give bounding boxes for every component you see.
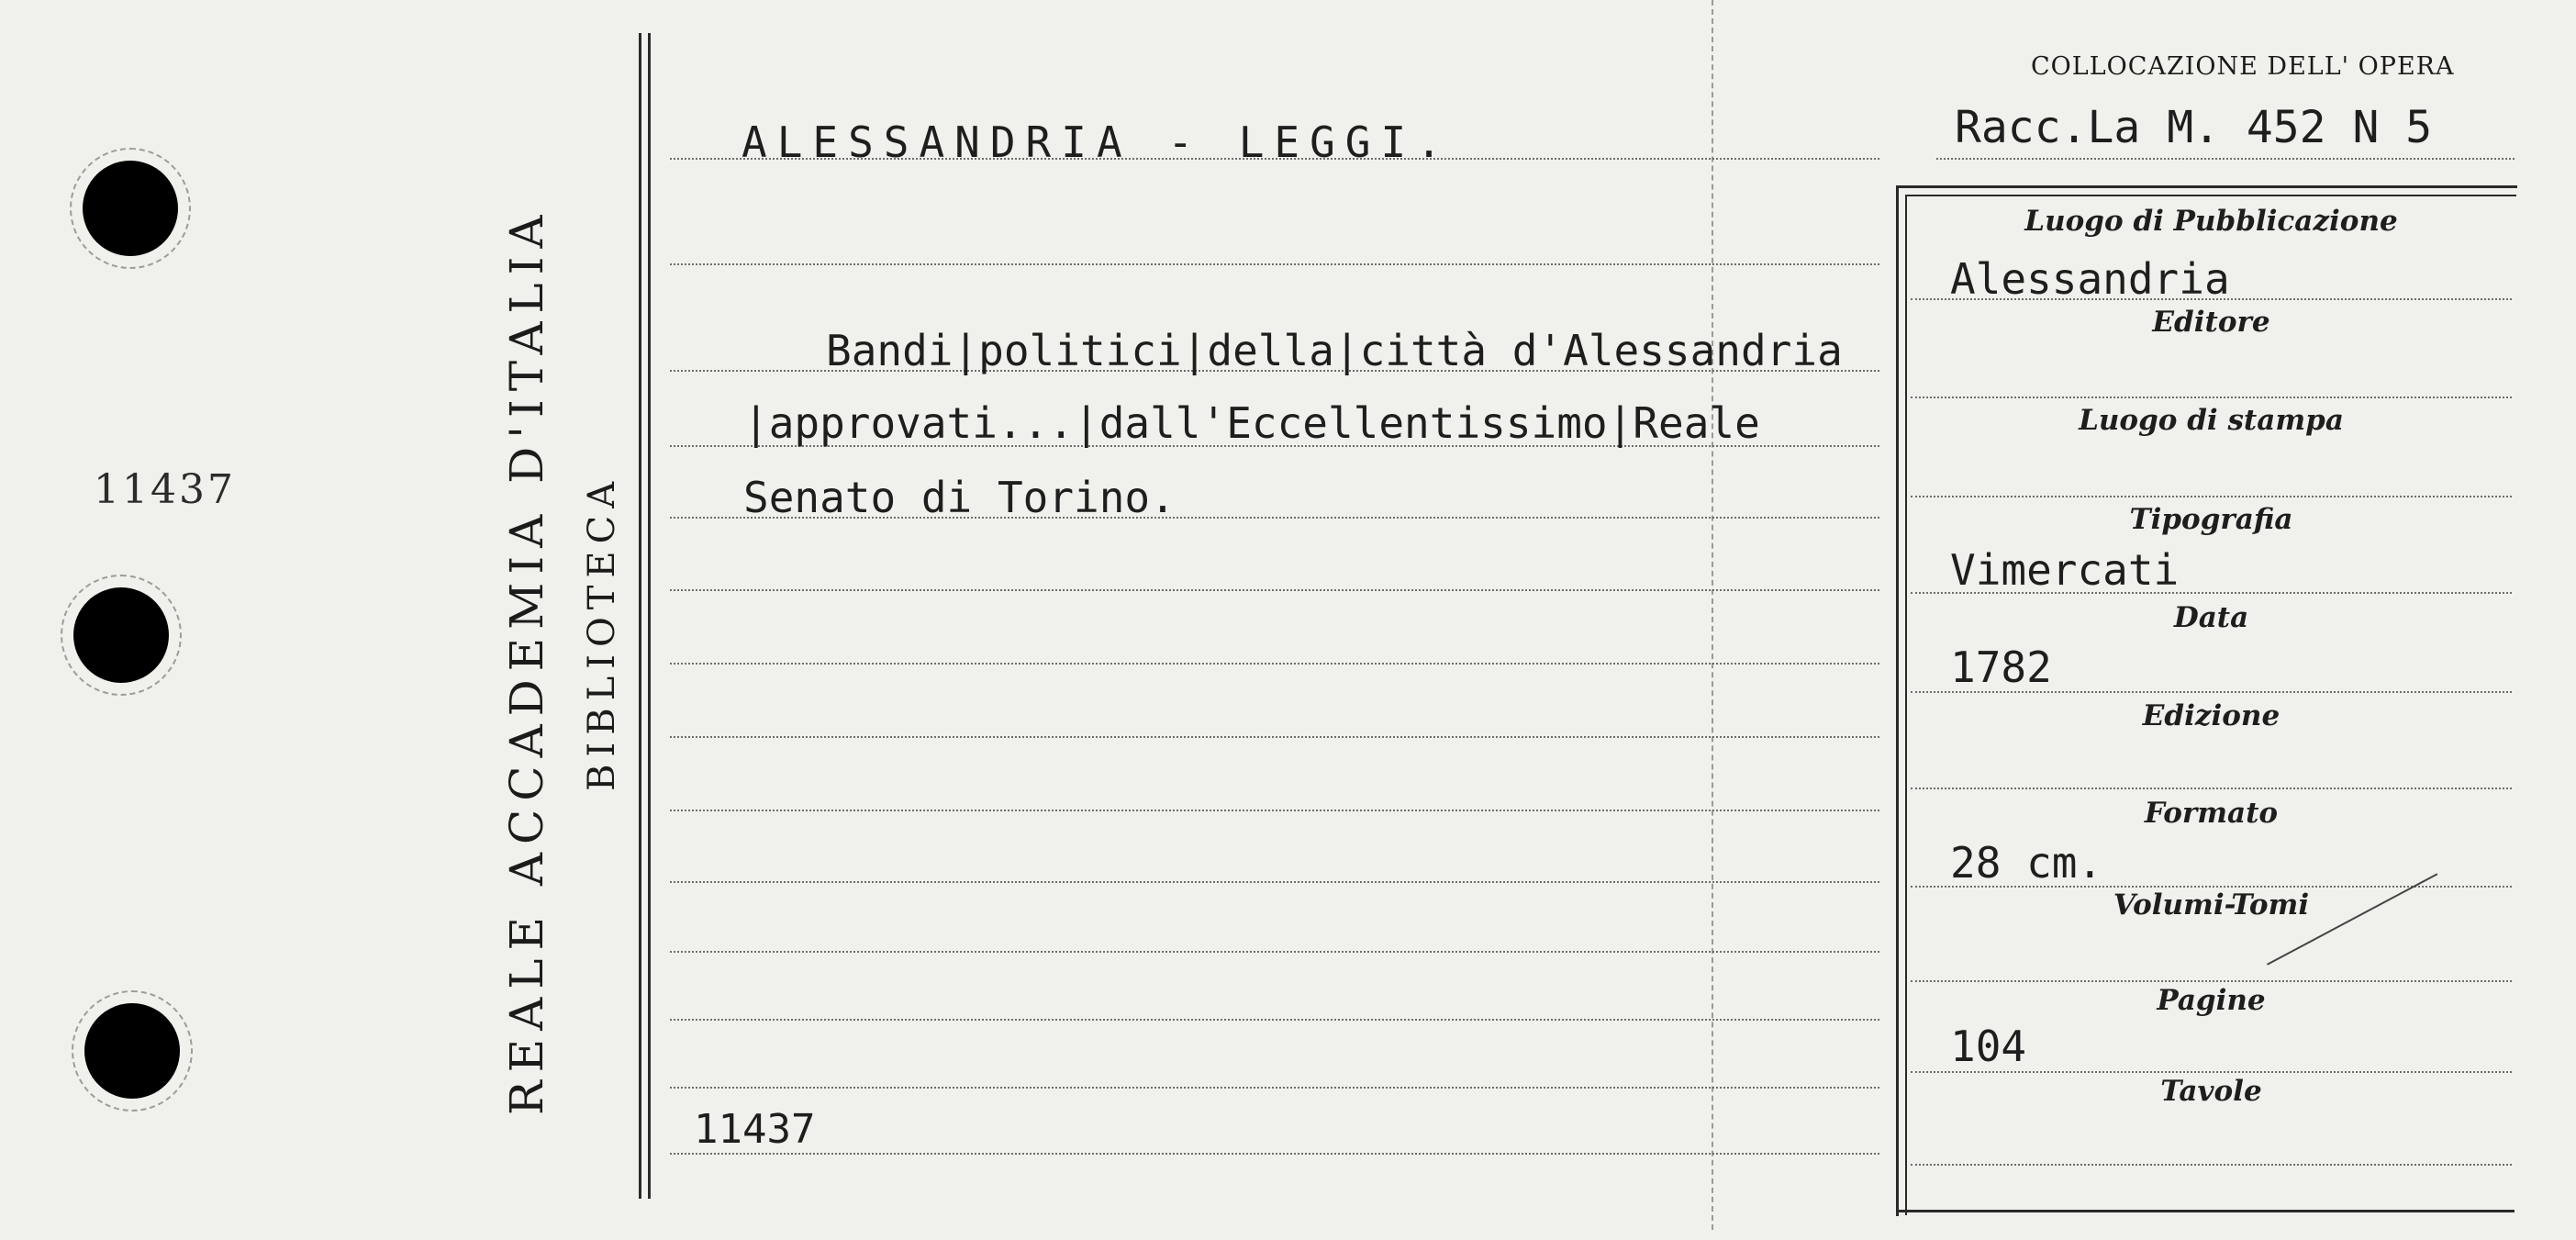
- body-rule: [670, 810, 1879, 811]
- panel-rule: [1911, 1071, 2512, 1073]
- body-rule: [670, 663, 1879, 665]
- left-rule-inner: [648, 33, 651, 1199]
- body-rule: [670, 951, 1879, 953]
- label-volumi-tomi: Volumi-Tomi: [2113, 888, 2310, 922]
- label-tipografia: Tipografia: [2129, 503, 2293, 536]
- body-rule: [670, 1019, 1879, 1021]
- panel-rule: [1911, 788, 2512, 789]
- left-rule-outer: [639, 33, 641, 1199]
- label-data: Data: [2173, 601, 2249, 634]
- punch-hole-middle: [73, 587, 169, 683]
- collocation-label: COLLOCAZIONE DELL' OPERA: [2031, 52, 2455, 81]
- value-data: 1782: [1950, 642, 2052, 692]
- label-formato: Formato: [2144, 797, 2279, 830]
- label-pagine: Pagine: [2157, 984, 2266, 1017]
- punch-hole-top: [83, 161, 178, 256]
- collocation-rule: [1936, 158, 2515, 160]
- label-luogo-stampa: Luogo di stampa: [2079, 404, 2344, 437]
- institution-name: REALE ACCADEMIA D'ITALIA: [500, 207, 553, 1115]
- subject-heading: ALESSANDRIA - LEGGI.: [742, 117, 1452, 167]
- panel-rule: [1911, 397, 2512, 398]
- department-name: BIBLIOTECA: [581, 474, 623, 791]
- value-formato: 28 cm.: [1950, 838, 2103, 888]
- body-rule: [670, 881, 1879, 883]
- label-editore: Editore: [2152, 306, 2270, 339]
- body-rule: [670, 1153, 1879, 1155]
- punch-hole-bottom: [84, 1003, 180, 1099]
- label-tavole: Tavole: [2160, 1075, 2262, 1108]
- value-luogo-pubblicazione: Alessandria: [1950, 254, 2230, 304]
- body-rule: [670, 1087, 1879, 1089]
- collocation-value: Racc.La M. 452 N 5: [1955, 102, 2433, 153]
- panel-rule: [1911, 1164, 2512, 1166]
- title-line-1: Bandi|politici|della|città d'Alessandria: [826, 326, 1843, 375]
- title-line-3: Senato di Torino.: [743, 473, 1176, 522]
- faint-separator: [1712, 0, 1713, 1230]
- body-rule: [670, 158, 1879, 160]
- body-rule: [670, 589, 1879, 591]
- inventory-number: 11437: [94, 466, 236, 513]
- label-luogo-pubblicazione: Luogo di Pubblicazione: [2024, 205, 2398, 238]
- label-edizione: Edizione: [2142, 699, 2280, 732]
- value-pagine: 104: [1950, 1022, 2027, 1071]
- body-rule: [670, 263, 1879, 265]
- body-rule: [670, 736, 1879, 738]
- panel-rule: [1911, 980, 2512, 982]
- panel-rule: [1911, 496, 2512, 497]
- title-line-2: |approvati...|dall'Eccellentissimo|Reale: [743, 398, 1760, 448]
- bottom-inventory-number: 11437: [694, 1106, 816, 1153]
- value-tipografia: Vimercati: [1950, 545, 2180, 595]
- panel-bottom-rule: [1896, 1210, 2515, 1212]
